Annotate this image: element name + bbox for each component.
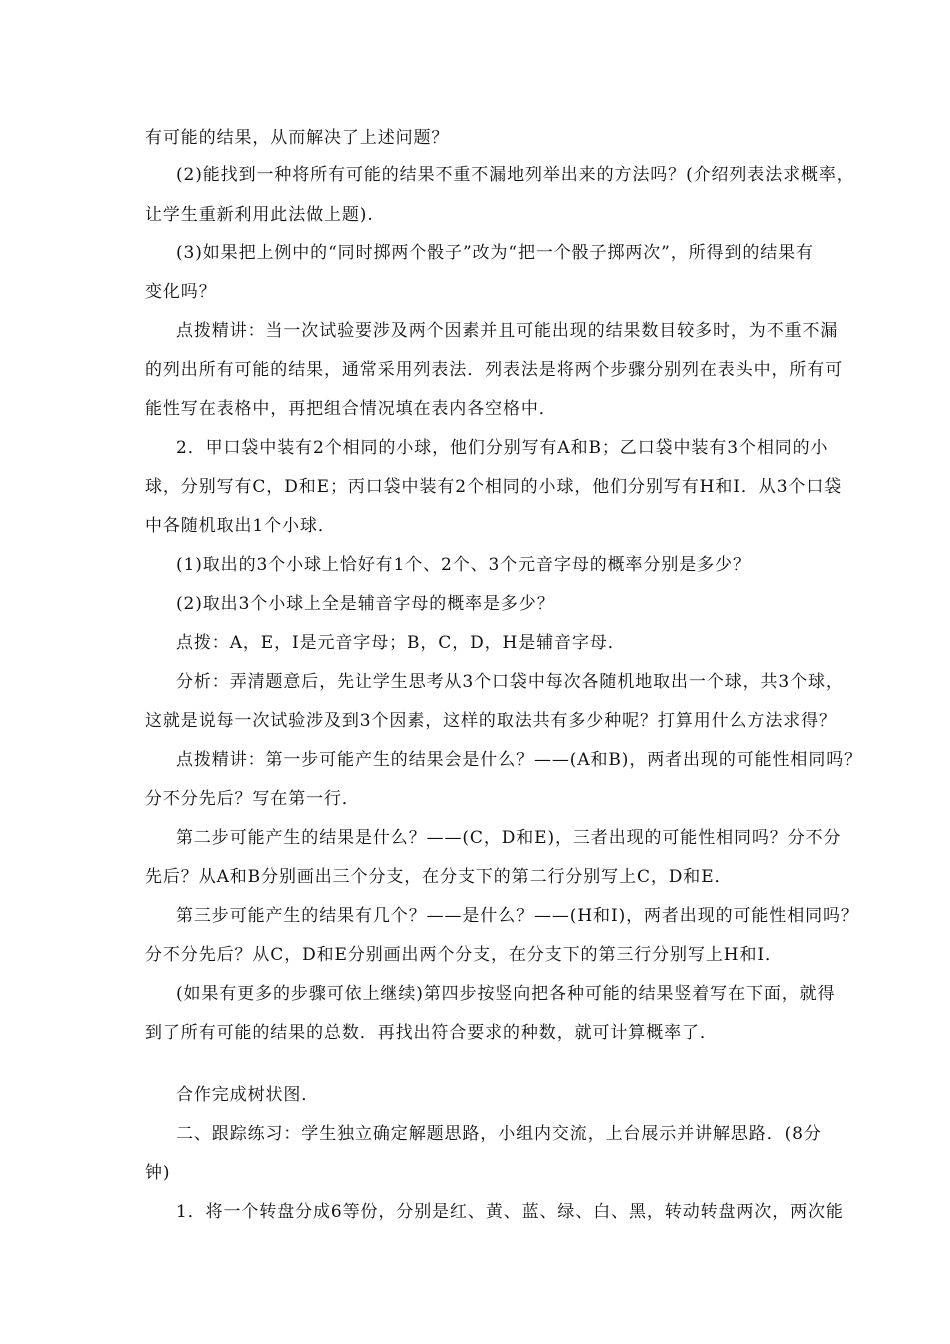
text-line: (2)取出3个小球上全是辅音字母的概率是多少？ [176,594,555,614]
text-line: 1．将一个转盘分成6等份，分别是红、黄、蓝、绿、白、黑，转动转盘两次，两次能 [176,1202,844,1222]
text-line: (1)取出的3个小球上恰好有1个、2个、3个元音字母的概率分别是多少？ [176,555,751,575]
text-line: 点拨：A，E，I是元音字母；B，C，D，H是辅音字母． [176,633,626,653]
text-line: 到了所有可能的结果的总数．再找出符合要求的种数，就可计算概率了． [145,1023,718,1043]
text-line: 第三步可能产生的结果有几个？——是什么？——(H和I)，两者出现的可能性相同吗？ [176,906,859,926]
text-line: 有可能的结果，从而解决了上述问题？ [145,128,450,148]
text-line: 点拨精讲：第一步可能产生的结果会是什么？——(A和B)，两者出现的可能性相同吗？ [176,750,863,770]
text-line: 分不分先后？写在第一行． [145,789,360,809]
text-line: 的列出所有可能的结果，通常采用列表法．列表法是将两个步骤分别列在表头中，所有可 [145,360,844,380]
text-line: 二、跟踪练习：学生独立确定解题思路，小组内交流，上台展示并讲解思路．(8分 [176,1124,822,1144]
text-line: (3)如果把上例中的“同时掷两个骰子”改为“把一个骰子掷两次”，所得到的结果有 [176,243,814,263]
text-line: 变化吗？ [145,282,217,302]
text-line: 这就是说每一次试验涉及到3个因素，这样的取法共有多少种呢？打算用什么方法求得？ [145,711,837,731]
text-line: 球，分别写有C，D和E；丙口袋中装有2个相同的小球，他们分别写有H和I．从3个口袋 [145,477,843,497]
text-line: 钟) [145,1163,171,1183]
text-line: 分不分先后？从C，D和E分别画出两个分支，在分支下的第三行分别写上H和I． [145,945,783,965]
text-line: 能性写在表格中，再把组合情况填在表内各空格中． [145,399,557,419]
text-line: 中各随机取出1个小球． [145,516,336,536]
text-line: 让学生重新利用此法做上题). [145,205,374,225]
text-line: (如果有更多的步骤可依上继续)第四步按竖向把各种可能的结果竖着写在下面，就得 [176,984,836,1004]
text-line: (2)能找到一种将所有可能的结果不重不漏地列举出来的方法吗？(介绍列表法求概率， [176,165,855,185]
text-line: 2．甲口袋中装有2个相同的小球，他们分别写有A和B；乙口袋中装有3个相同的小 [176,438,829,458]
text-line: 点拨精讲：当一次试验要涉及两个因素并且可能出现的结果数目较多时，为不重不漏 [176,321,839,341]
text-line: 合作完成树状图． [176,1085,320,1105]
text-line: 分析：弄清题意后，先让学生思考从3个口袋中每次各随机地取出一个球，共3个球， [176,672,844,692]
text-line: 第二步可能产生的结果是什么？——(C，D和E)，三者出现的可能性相同吗？分不分 [176,828,842,848]
text-line: 先后？从A和B分别画出三个分支，在分支下的第二行分别写上C，D和E． [145,867,733,887]
